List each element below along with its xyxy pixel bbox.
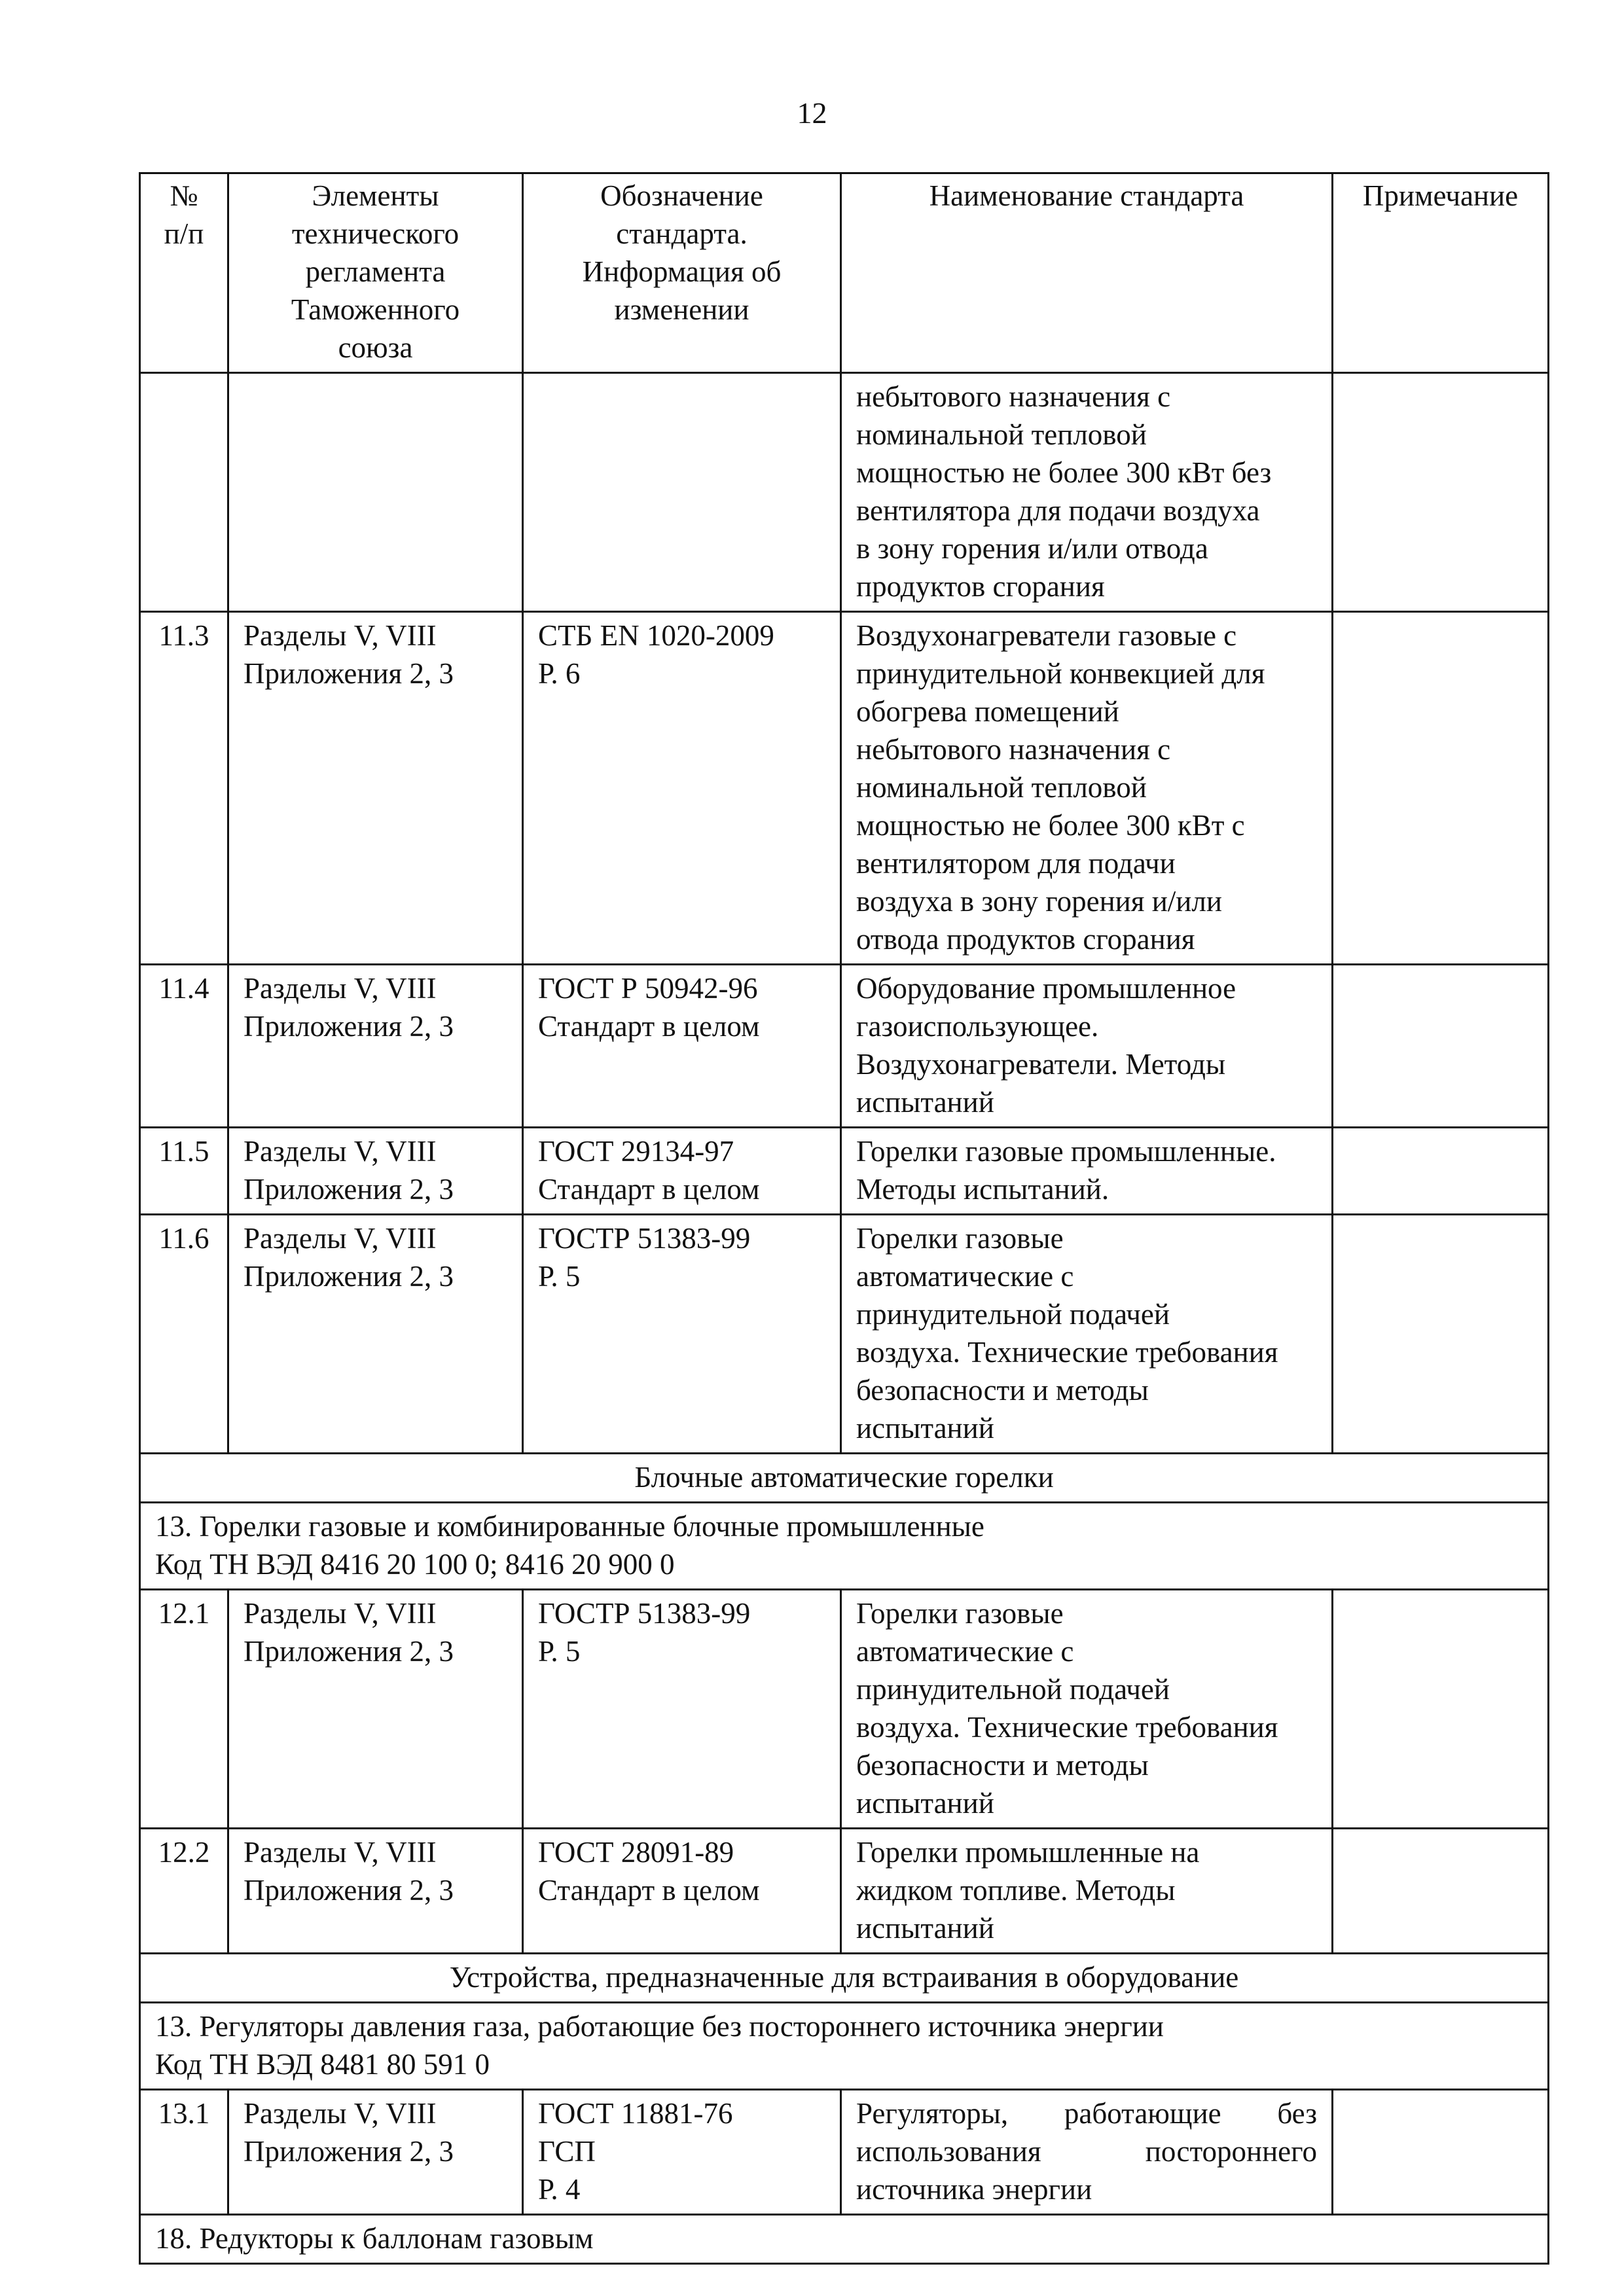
cell-standard-name: Воздухонагреватели газовые с принудительной конвекцией для обогрева помещений небытового назначения с номинальной тепловой мощностью не более 300 кВт с вентилятором для подачи воздуха в зону горения и/или отвода продуктов сгорания bbox=[841, 612, 1333, 965]
cell-num: 11.4 bbox=[140, 965, 228, 1128]
cell-elements bbox=[228, 373, 523, 612]
cell-designation: ГОСТР 51383-99 Р. 5 bbox=[523, 1215, 841, 1454]
cell-num: 12.1 bbox=[140, 1590, 228, 1829]
table-row bbox=[140, 1128, 1549, 1215]
cell-elements: Разделы V, VIII Приложения 2, 3 bbox=[228, 612, 523, 965]
cell-num bbox=[140, 373, 228, 612]
cell-elements: Разделы V, VIII Приложения 2, 3 bbox=[228, 1590, 523, 1829]
cell-standard-name: Горелки газовые автоматические с принудительной подачей воздуха. Технические требования безопасности и методы испытаний bbox=[841, 1590, 1333, 1829]
cell-standard-name: небытового назначения с номинальной тепловой мощностью не более 300 кВт без вентилятора для подачи воздуха в зону горения и/или отвода продуктов сгорания bbox=[841, 373, 1333, 612]
cell-num: 13.1 bbox=[140, 2090, 228, 2215]
standards-table bbox=[139, 172, 1549, 2265]
cell-note bbox=[1333, 1829, 1549, 1954]
group-row bbox=[140, 2003, 1549, 2090]
table-row bbox=[140, 965, 1549, 1128]
cell-num: 11.3 bbox=[140, 612, 228, 965]
cell-standard-name: Оборудование промышленное газоиспользующее. Воздухонагреватели. Методы испытаний bbox=[841, 965, 1333, 1128]
table-row bbox=[140, 1590, 1549, 1829]
section-title-row bbox=[140, 1454, 1549, 1503]
cell-num: 11.5 bbox=[140, 1128, 228, 1215]
cell-standard-name: Регуляторы, работающие без использования постороннего источника энергии bbox=[841, 2090, 1333, 2215]
cell-designation: ГОСТ Р 50942-96 Стандарт в целом bbox=[523, 965, 841, 1128]
table-row bbox=[140, 1829, 1549, 1954]
cell-elements: Разделы V, VIII Приложения 2, 3 bbox=[228, 965, 523, 1128]
cell-standard-name: Горелки газовые промышленные. Методы испытаний. bbox=[841, 1128, 1333, 1215]
cell-num: 12.2 bbox=[140, 1829, 228, 1954]
cell-note bbox=[1333, 612, 1549, 965]
group-row bbox=[140, 2215, 1549, 2264]
header-designation: Обозначение стандарта. Информация об изменении bbox=[523, 173, 841, 373]
table-row-continuation bbox=[140, 373, 1549, 612]
cell-designation bbox=[523, 373, 841, 612]
product-group: 13. Регуляторы давления газа, работающие без постороннего источника энергии Код ТН ВЭД 8481 80 591 0 bbox=[140, 2003, 1549, 2090]
group-row bbox=[140, 1503, 1549, 1590]
cell-designation: ГОСТ 28091-89 Стандарт в целом bbox=[523, 1829, 841, 1954]
cell-designation: ГОСТР 51383-99 Р. 5 bbox=[523, 1590, 841, 1829]
table-row bbox=[140, 612, 1549, 965]
header-elements: Элементы технического регламента Таможенного союза bbox=[228, 173, 523, 373]
section-title: Блочные автоматические горелки bbox=[140, 1454, 1549, 1503]
header-num: № п/п bbox=[140, 173, 228, 373]
section-title: Устройства, предназначенные для встраивания в оборудование bbox=[140, 1954, 1549, 2003]
cell-note bbox=[1333, 1215, 1549, 1454]
cell-note bbox=[1333, 373, 1549, 612]
table-row bbox=[140, 1215, 1549, 1454]
cell-note bbox=[1333, 1590, 1549, 1829]
table-row bbox=[140, 2090, 1549, 2215]
cell-num: 11.6 bbox=[140, 1215, 228, 1454]
cell-standard-name: Горелки газовые автоматические с принудительной подачей воздуха. Технические требования безопасности и методы испытаний bbox=[841, 1215, 1333, 1454]
page-number: 12 bbox=[797, 96, 827, 130]
cell-designation: ГОСТ 29134-97 Стандарт в целом bbox=[523, 1128, 841, 1215]
cell-elements: Разделы V, VIII Приложения 2, 3 bbox=[228, 1215, 523, 1454]
section-title-row bbox=[140, 1954, 1549, 2003]
cell-elements: Разделы V, VIII Приложения 2, 3 bbox=[228, 1829, 523, 1954]
cell-elements: Разделы V, VIII Приложения 2, 3 bbox=[228, 1128, 523, 1215]
product-group: 18. Редукторы к баллонам газовым bbox=[140, 2215, 1549, 2264]
product-group: 13. Горелки газовые и комбинированные блочные промышленные Код ТН ВЭД 8416 20 100 0; 8416 20 900 0 bbox=[140, 1503, 1549, 1590]
header-standard-name: Наименование стандарта bbox=[841, 173, 1333, 373]
cell-elements: Разделы V, VIII Приложения 2, 3 bbox=[228, 2090, 523, 2215]
cell-note bbox=[1333, 1128, 1549, 1215]
header-note: Примечание bbox=[1333, 173, 1549, 373]
cell-designation: СТБ EN 1020-2009 Р. 6 bbox=[523, 612, 841, 965]
cell-note bbox=[1333, 2090, 1549, 2215]
cell-note bbox=[1333, 965, 1549, 1128]
cell-standard-name: Горелки промышленные на жидком топливе. Методы испытаний bbox=[841, 1829, 1333, 1954]
table-header-row bbox=[140, 173, 1549, 373]
cell-designation: ГОСТ 11881-76 ГСП Р. 4 bbox=[523, 2090, 841, 2215]
